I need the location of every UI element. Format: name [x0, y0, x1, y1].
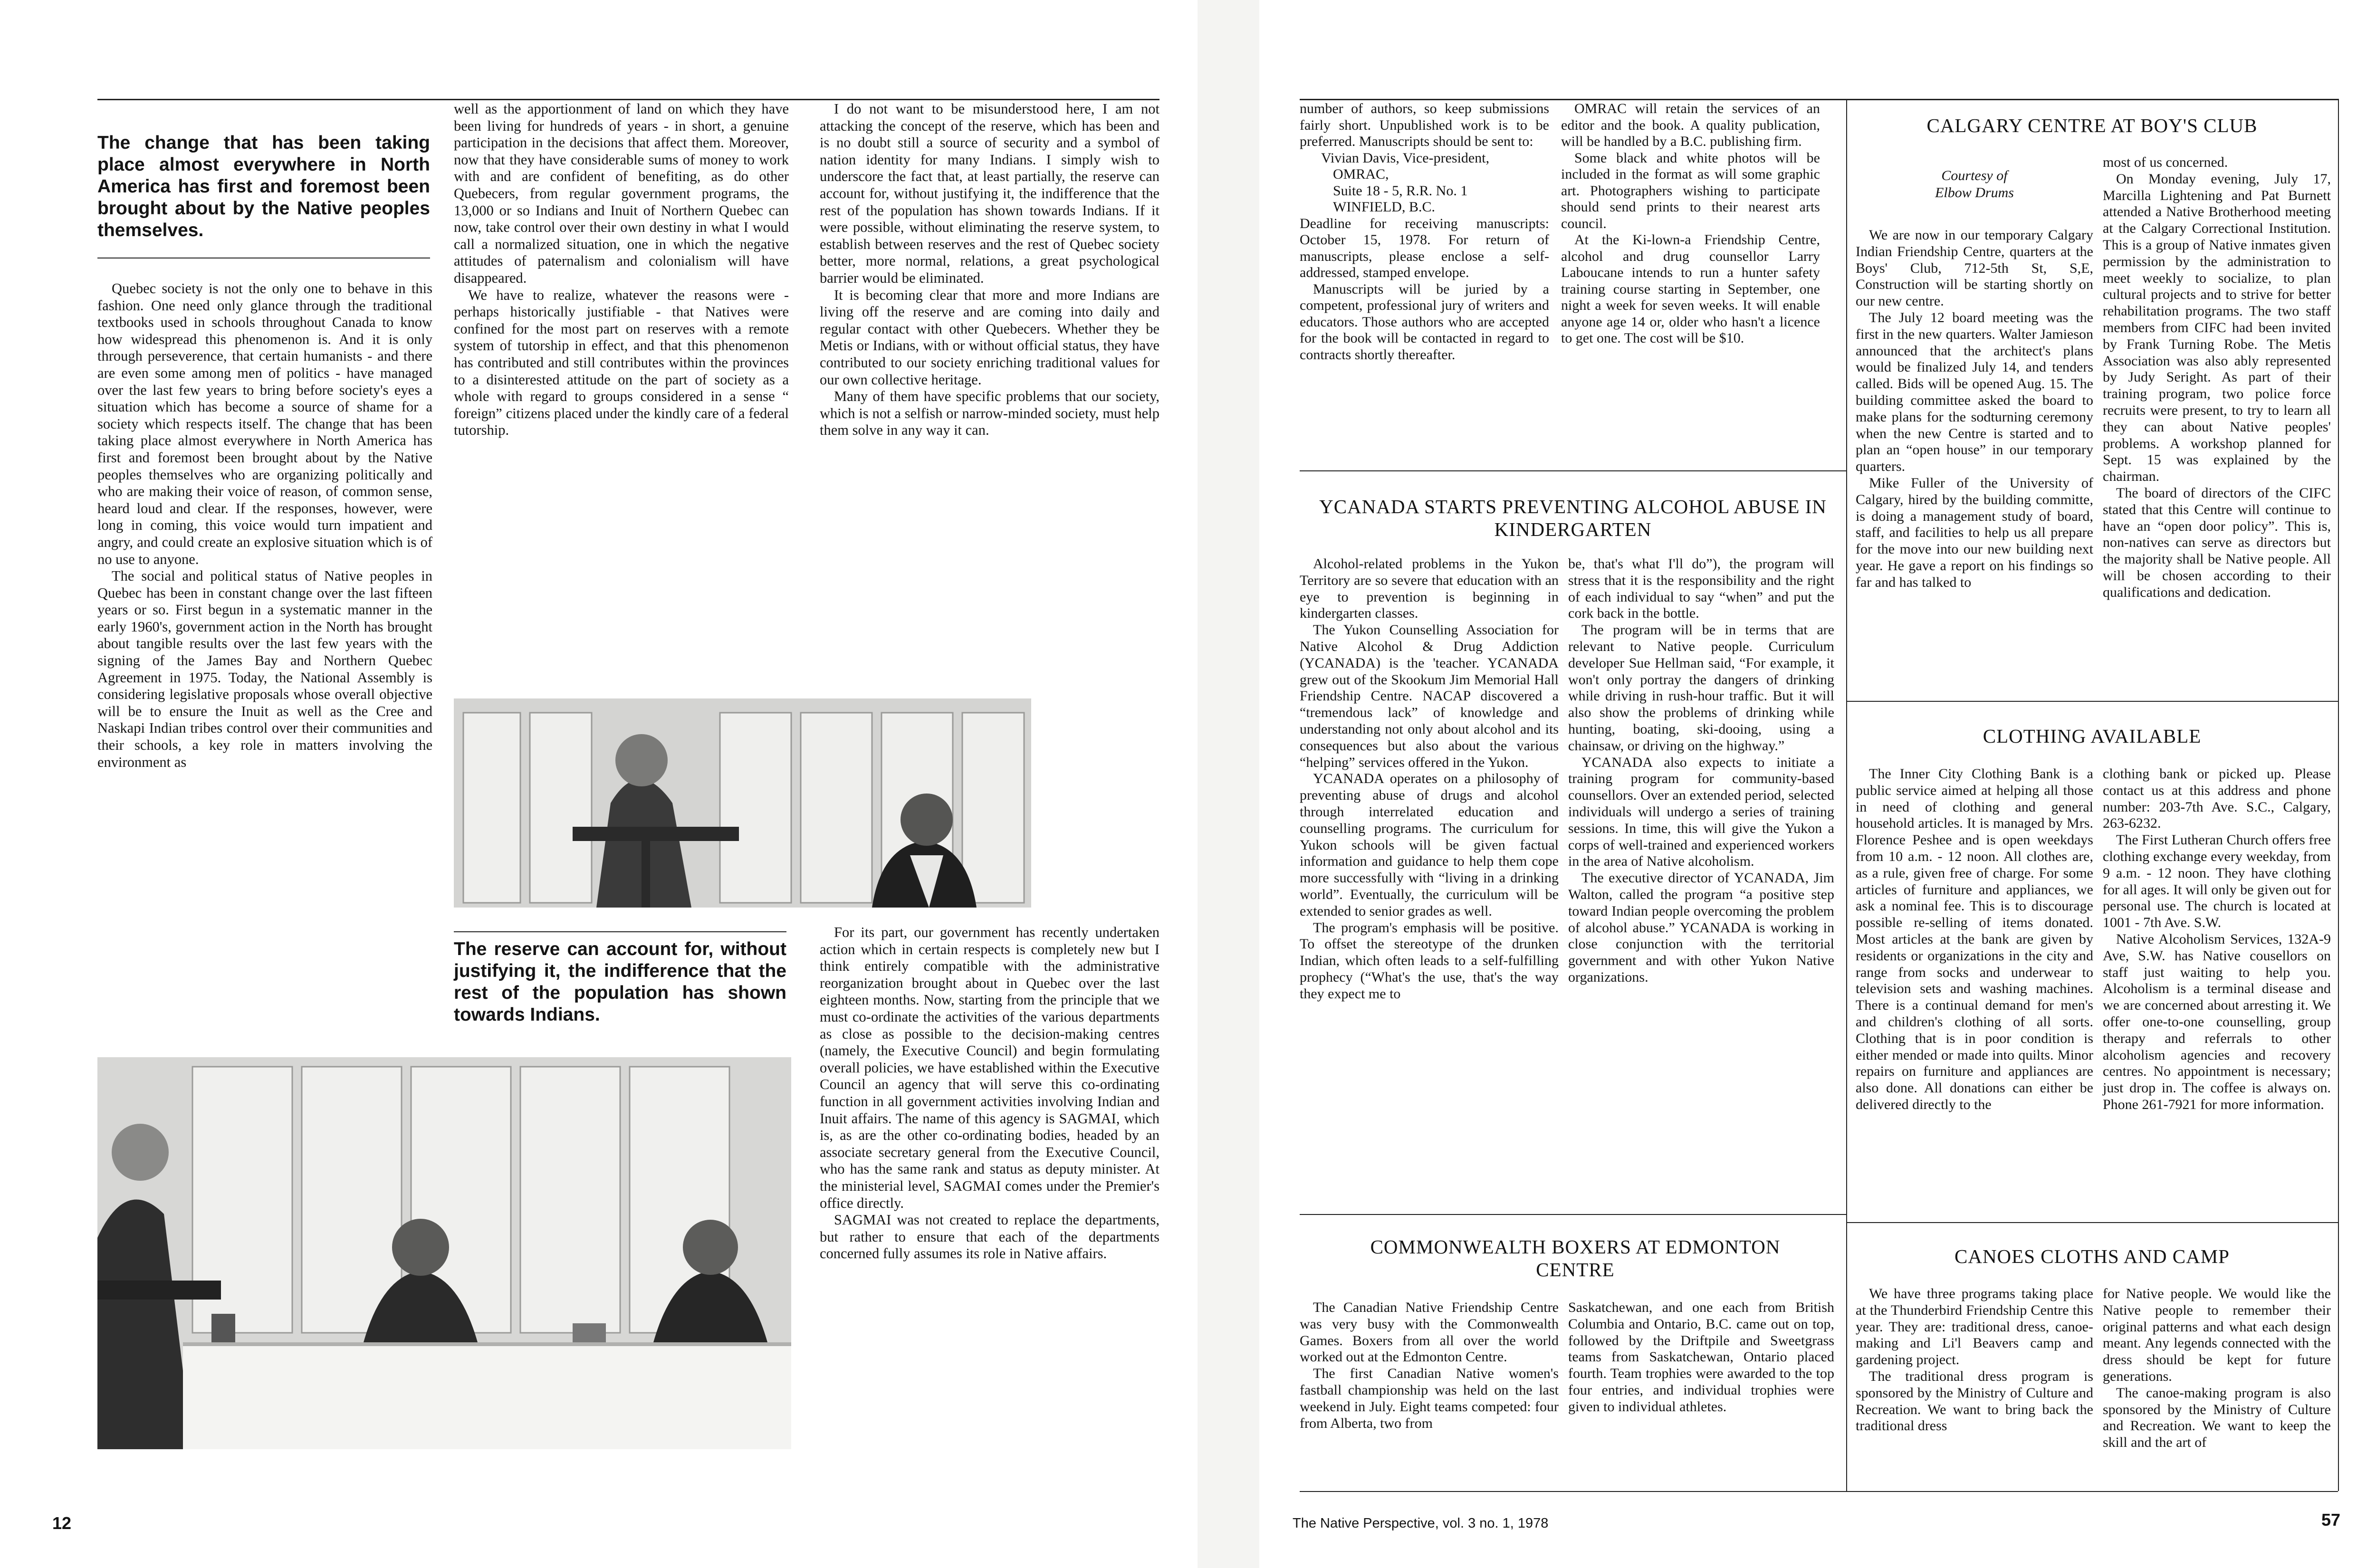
clothing-headline: CLOTHING AVAILABLE	[1983, 725, 2202, 747]
section-rule	[1300, 470, 1846, 471]
pull-quote-middle: The reserve can account for, without justifying it, the indifference that the rest of the population has shown towards Indians.	[454, 939, 786, 1025]
paragraph: The program's emphasis will be positive. To offset the stereotype of the drunken Indian, which often leads to a self-fulfilling prophecy (“What's the use, that's the way they expect me to	[1300, 919, 1559, 1002]
paragraph: The First Lutheran Church offers free clothing exchange every weekday, from 9 a.m. - 12 noon. They have clothing for all ages. It will only be given out for personal use. The church is located at 1001 - 7th Ave. S.W.	[2103, 832, 2331, 931]
paragraph: The board of directors of the CIFC stated that this Centre will continue to have an “open door policy”. This is, non-natives can serve as directors but the majority shall be Native people. All will be chosen according to their qualifications and dedication.	[2103, 485, 2331, 600]
paragraph: At the Ki-lown-a Friendship Centre, alcohol and drug counsellor Larry Laboucane intends to run a hunter safety training course starting in September, one night a week for seven weeks. It will enable anyone age 14 or, older who hasn't a licence to get one. The cost will be $10.	[1561, 232, 1820, 346]
section-rule	[1300, 1214, 1846, 1215]
paragraph: The Yukon Counselling Association for Native Alcohol & Drug Addiction (YCANADA) is the 'teacher. YCANADA grew out of the Skookum Jim Memorial Hall Friendship Centre. NACAP discovered a “tremendous lack” of knowledge and understanding not only about alcohol and its consequences but also about the various “helping” services offered in the Yukon.	[1300, 622, 1559, 770]
paragraph: Some black and white photos will be included in the format as will some graphic art. Photographers wishing to participate should send prints to their nearest arts council.	[1561, 150, 1820, 231]
canoes-headline: CANOES CLOTHS AND CAMP	[1954, 1245, 2230, 1267]
page-number-left: 12	[52, 1513, 72, 1533]
paragraph: Deadline for receiving manuscripts: October 15, 1978. For return of manuscripts, please enclose a self-addressed, stamped envelope.	[1300, 215, 1549, 280]
paragraph: SAGMAI was not created to replace the departments, but rather to ensure that each of the departments concerned fully assumes its role in Native affairs.	[820, 1212, 1159, 1262]
clothing-col1	[1856, 766, 2093, 1113]
photo-panel-table	[97, 1057, 791, 1449]
paragraph: Mike Fuller of the University of Calgary, hired by the building committe, is doing a management study of board, staff, and facilities to help us all prepare for the move into our new building next year. He gave a report on his findings so far and has talked to	[1856, 475, 2093, 590]
address-line: Vivian Davis, Vice-president,	[1321, 150, 1490, 166]
paragraph: Saskatchewan, and one each from British Columbia and Ontario, B.C. came out on top, followed by the Driftpile and Sweetgrass teams from Saskatchewan, Ontario placed fourth. Team trophies were awarded to the top four entries, and individual trophies were given to individual athletes.	[1568, 1300, 1834, 1415]
address-line: OMRAC,	[1333, 166, 1389, 182]
boxers-headline: COMMONWEALTH BOXERS AT EDMONTON CENTRE	[1370, 1236, 1781, 1281]
paragraph: clothing bank or picked up. Please contact us at this address and phone number: 203-7th Ave. S.C., Calgary, 263-6232.	[2103, 766, 2331, 832]
clothing-col2	[2103, 766, 2331, 1113]
paragraph: We are now in our temporary Calgary Indian Friendship Centre, quarters at the Boys' Club, 712-5th St, S,E, Construction will be starting shortly on our new centre.	[1856, 227, 2093, 309]
ycanada-col1	[1300, 556, 1559, 1003]
paragraph: Many of them have specific problems that our society, which is not a selfish or narrow-minded society, must help them solve in any way it can.	[820, 388, 1159, 439]
publication-footer: The Native Perspective, vol. 3 no. 1, 1978	[1293, 1516, 1549, 1531]
paragraph: The social and political status of Native peoples in Quebec has been in constant change over the last fifteen years or so. First begun in a systematic manner in the early 1960's, government action in the North has brought about tangible results over the last few years with the signing of the James Bay and Northern Quebec Agreement in 1975. Today, the National Assembly is considering legislative proposals whose overall objective will be to ensure the Inuit as well as the Cree and Naskapi Indian tribes control over their communities and their schools, a key role in matters involving the environment as	[97, 568, 432, 770]
left-col3	[820, 101, 1159, 439]
bottom-rule-right	[1300, 1491, 2338, 1492]
pull-quote-top: The change that has been taking place almost everywhere in North America has first and foremost been brought about by the Native peoples themselves.	[97, 133, 430, 240]
paragraph: YCANADA operates on a philosophy of preventing abuse of drugs and alcohol through interrelated education and counselling programs. The curriculum for Yukon schools will be given factual information and guidance to help them cope more successfully with “living in a drinking world”. Eventually, the curriculum will be extended to senior grades as well.	[1300, 771, 1559, 919]
paragraph: For its part, our government has recently undertaken action which in certain respects is completely new but I think entirely compatible with the administrative reorganization brought about in Quebec over the last eighteen months. Now, starting from the principle that we must co-ordinate the activities of the various departments as close as possible to the decision-making centres (namely, the Executive Council) and begin formulating overall policies, we have established within the Executive Council an agency that will serve this co-ordinating function in all government activities involving Indian and Inuit affairs. The name of this agency is SAGMAI, which is, as are the other co-ordinating bodies, headed by an associate secretary general from the Executive Council, who has the same rank and status as deputy minister. At the ministerial level, SAGMAI comes under the Premier's office directly.	[820, 924, 1159, 1211]
photo-speaker-illustration	[454, 698, 1031, 908]
canoes-col2	[2103, 1286, 2331, 1451]
left-col2	[454, 101, 789, 439]
paragraph: The executive director of YCANADA, Jim Walton, called the program “a positive step toward Indian people overcoming the problem of alcohol abuse.” YCANADA is working in close conjunction with the territorial government and with other Yukon Native organizations.	[1568, 870, 1834, 985]
address-line: Suite 18 - 5, R.R. No. 1	[1333, 182, 1468, 199]
paragraph: Native Alcoholism Services, 132A-9 Ave, S.W. has Native cousellors on staff just waiting to help you. Alcoholism is a terminal disease and we are concerned about arresting it. We offer one-to-one counselling, group therapy and referrals to other alcoholism agencies and recovery centres. No appointment is necessary; just drop in. The coffee is always on. Phone 261-7921 for more information.	[2103, 931, 2331, 1112]
top-rule-left	[97, 99, 1159, 100]
page-gutter	[1198, 0, 1259, 1568]
paragraph: It is becoming clear that more and more Indians are living off the reserve and are coming into daily and regular contact with other Quebecers. Whether they be Metis or Indians, with or without official status, they have contributed to our society enriching traditional values for our own collective heritage.	[820, 287, 1159, 388]
paragraph: be, that's what I'll do”), the program will stress that it is the responsibility and the right of each individual to say “when” and put the cork back in the bottle.	[1568, 556, 1834, 621]
calgary-headline: CALGARY CENTRE AT BOY'S CLUB	[1926, 115, 2258, 136]
paragraph: We have to realize, whatever the reasons were - perhaps historically justifiable - that Natives were confined for the most part on reserves with a remote system of tutorship in effect, and that this phenomenon has contributed and still contributes within the provinces to a disinterested attitude on the part of society as a whole with regard to groups considered in a sense “ foreign” citizens placed under the kindly care of a federal tutorship.	[454, 287, 789, 439]
paragraph: We have three programs taking place at the Thunderbird Friendship Centre this year. They are: traditional dress, canoe-making and Li'l Beavers camp and gardening project.	[1856, 1286, 2093, 1368]
credit-line: Courtesy of	[1941, 168, 2008, 183]
photo-panel-illustration	[97, 1057, 791, 1449]
pull-quote-rule	[454, 931, 786, 932]
ycanada-col2	[1568, 556, 1834, 986]
ycanada-headline: YCANADA STARTS PREVENTING ALCOHOL ABUSE IN KINDERGARTEN	[1319, 496, 1827, 540]
credit-line: Elbow Drums	[1935, 185, 2014, 201]
paragraph: The canoe-making program is also sponsored by the Ministry of Culture and Recreation. We want to keep the skill and the art of	[2103, 1385, 2331, 1451]
omrac-col1	[1300, 101, 1549, 363]
paragraph: The Canadian Native Friendship Centre was very busy with the Commonwealth Games. Boxers from all over the world worked out at the Edmonton Centre.	[1300, 1300, 1559, 1365]
canoes-col1	[1856, 1286, 2093, 1434]
top-rule-right	[1300, 99, 2338, 100]
calgary-col2	[2103, 154, 2331, 601]
paragraph: well as the apportionment of land on which they have been living for hundreds of years - in short, a genuine participation in the decisions that affect them. Moreover, now that they have considerable sums of money to work with and are confident of benefiting, as do other Quebecers, from regular government programs, the 13,000 or so Indians and Inuit of Northern Quebec can now, take control over their own destiny in what I would call a normalized situation, one in which the negative attitudes of paternalism and colonialism will have disappeared.	[454, 101, 789, 286]
paragraph: Manuscripts will be juried by a competent, professional jury of writers and educators. Those authors who are accepted for the book will be contacted in regard to contracts shortly thereafter.	[1300, 281, 1549, 363]
calgary-credit	[1856, 167, 2093, 201]
left-col1	[97, 280, 432, 771]
photo-speaker-at-podium	[454, 698, 1031, 908]
paragraph: The July 12 board meeting was the first in the new quarters. Walter Jamieson announced that the architect's plans would be finalized July 14, and tenders called. Bids will be opened Aug. 15. The building committee asked the board to make plans for the sodturning ceremony when the new Centre is started and to plan an “open house” in our temporary quarters.	[1856, 309, 2093, 475]
paragraph: for Native people. We would like the Native people to remember their original patterns and what each design meant. Any legends connected with the dress should be kept for future generations.	[2103, 1286, 2331, 1384]
left-col3-lower	[820, 924, 1159, 1262]
paragraph: Quebec society is not the only one to behave in this fashion. One need only glance through the traditional textbooks used in schools throughout Canada to know how widespread this phenomenon is. And it is only through perseverence, that certain humanists - and there are even some among men of politics - have managed over the last few years to bring before society's eyes a situation which has become a source of shame for a society which respects itself. The change that has been taking place almost everywhere in North America has first and foremost been brought about by the Native peoples themselves who are organizing politically and who are making their voice of reason, of common sense, heard loud and clear. If the responses, however, were long in coming, this voice would turn impatient and angry, and could create an explosive situation which is of no use to anyone.	[97, 280, 432, 567]
paragraph: Alcohol-related problems in the Yukon Territory are so severe that education with an eye to prevention is beginning in kindergarten classes.	[1300, 556, 1559, 621]
address-line: WINFIELD, B.C.	[1333, 199, 1435, 215]
paragraph: The traditional dress program is sponsored by the Ministry of Culture and Recreation. We want to bring back the traditional dress	[1856, 1368, 2093, 1434]
paragraph: OMRAC will retain the services of an editor and the book. A quality publication, will be handled by a B.C. publishing firm.	[1561, 101, 1820, 149]
paragraph: The first Canadian Native women's fastball championship was held on the last weekend in July. Eight teams competed: four from Alberta, two from	[1300, 1366, 1559, 1431]
column-divider	[1846, 99, 1847, 1491]
calgary-col1	[1856, 227, 2093, 591]
paragraph: The Inner City Clothing Bank is a public service aimed at helping all those in need of clothing and general household articles. It is managed by Mrs. Florence Peshee and is open weekdays from 10 a.m. - 12 noon. All clothes are, as a rule, given free of charge. For some articles of furniture and appliances, we ask a nominal fee. This is to discourage possible re-selling of items donated. Most articles at the bank are given by residents or organizations in the city and range from socks and underwear to television sets and washing machines. There is a continual demand for men's and children's clothing of all sorts. Clothing that is in poor condition is either mended or made into quilts. Minor repairs on furniture and appliances are also done. All donations can either be delivered directly to the	[1856, 766, 2093, 1112]
boxers-col2	[1568, 1300, 1834, 1415]
section-rule	[1846, 1222, 2338, 1223]
paragraph: I do not want to be misunderstood here, I am not attacking the concept of the reserve, which has been and is no doubt still a source of security and a symbol of nation identity for many Indians. I simply wish to underscore the fact that, at least partially, the reserve can account for, without justifying it, the indifference that the rest of the population has shown towards Indians. If it were possible, without eliminating the reserve system, to establish between reserves and the rest of Quebec society better, more normal, relations, a great psychological barrier would be eliminated.	[820, 101, 1159, 286]
right-border	[2338, 99, 2339, 1491]
paragraph: most of us concerned.	[2103, 154, 2228, 170]
paragraph: YCANADA also expects to initiate a training program for community-based counsellors. Over an extended period, selected individuals will undergo a series of training sessions. In time, this will give the Yukon a corps of well-trained and experienced workers in the area of Native alcoholism.	[1568, 754, 1834, 870]
paragraph: The program will be in terms that are relevant to Native people. Curriculum developer Sue Hellman said, “For example, it won't only portray the dangers of drinking while driving in rush-hour traffic. But it will also show the problems of drinking while hunting, boating, ski-dooing, using a chainsaw, or driving on the highway.”	[1568, 622, 1834, 754]
paragraph: On Monday evening, July 17, Marcilla Lightening and Pat Burnett attended a Native Brotherhood meeting at the Calgary Correctional Institution. This is a group of Native inmates given permission by the administration to meet weekly to socialize, to plan cultural projects and to strive for better rehabilitation programs. The two staff members from CIFC had been invited by Frank Turning Robe. The Metis Association was also ably represented by Judy Seright. As part of their training program, two police force recruits were present, to try to learn all they can about Native peoples' problems. A workshop planned for Sept. 15 was explained by the chairman.	[2103, 171, 2331, 485]
boxers-col1	[1300, 1300, 1559, 1432]
section-rule	[1846, 701, 2338, 702]
omrac-col2	[1561, 101, 1820, 347]
paragraph: number of authors, so keep submissions fairly short. Unpublished work is to be preferred. Manuscripts should be sent to:	[1300, 101, 1549, 149]
page-number-right: 57	[2321, 1510, 2341, 1530]
